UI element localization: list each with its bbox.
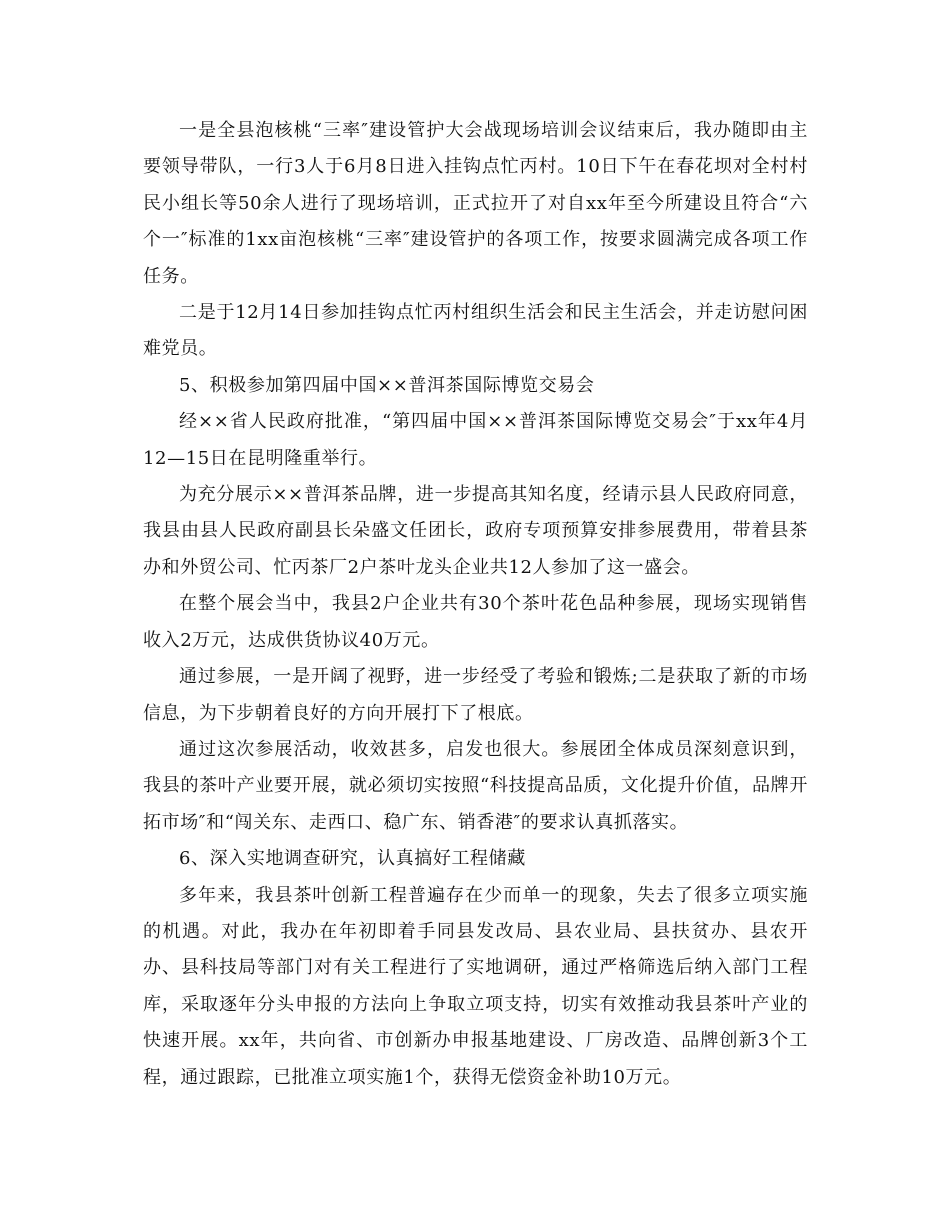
section-heading-projects: 6、深入实地调查研究，认真搞好工程储藏: [179, 848, 526, 870]
paragraph-project-reserve: 多年来，我县茶叶创新工程普遍存在少而单一的现象，失去了很多立项实施的机遇。对此，我办在年初即着手同县发改局、县农业局、县扶贫办、县农开办、县科技局等部门对有关工程进行了实地调研，通过严格筛选后纳入部门工程库，采取逐年分头申报的方法向上争取立项支持，切实有效推动我县茶叶产业的快速开展。xx年，共向省、市创新办申报基地建设、厂房改造、品牌创新3个工程，通过跟踪，已批准立项实施1个，获得无偿资金补助10万元。: [143, 884, 808, 1088]
document-body: [143, 113, 808, 1096]
paragraph-expo-approval: 经××省人民政府批准，“第四届中国××普洱茶国际博览交易会″于xx年4月12—15日在昆明隆重举行。: [143, 411, 808, 469]
paragraph-expo-lessons: 通过这次参展活动，收效甚多，启发也很大。参展团全体成员深刻意识到，我县的茶叶产业要开展，就必须切实按照“科技提高品质，文化提升价值，品牌开拓市场″和“闯关东、走西口、稳广东、销香港″的要求认真抓落实。: [143, 738, 808, 833]
section-heading-expo: 5、积极参加第四届中国××普洱茶国际博览交易会: [179, 374, 595, 396]
paragraph-expo-delegation: 为充分展示××普洱茶品牌，进一步提高其知名度，经请示县人民政府同意，我县由县人民政府副县长朵盛文任团长，政府专项预算安排参展费用，带着县茶办和外贸公司、忙丙茶厂2户茶叶龙头企业共12人参加了这一盛会。: [143, 484, 808, 578]
paragraph-expo-results: 在整个展会当中，我县2户企业共有30个茶叶花色品种参展，现场实现销售收入2万元，达成供货协议40万元。: [143, 593, 808, 651]
paragraph-party-meeting: 二是于12月14日参加挂钩点忙丙村组织生活会和民主生活会，并走访慰问困难党员。: [143, 302, 808, 360]
paragraph-expo-benefits: 通过参展，一是开阔了视野，进一步经受了考验和锻炼;二是获取了新的市场信息，为下步朝着良好的方向开展打下了根底。: [143, 666, 808, 724]
paragraph-walnut-training: 一是全县泡核桃“三率″建设管护大会战现场培训会议结束后，我办随即由主要领导带队，一行3人于6月8日进入挂钩点忙丙村。10日下午在春花坝对全村村民小组长等50余人进行了现场培训，正式拉开了对自xx年至今所建设且符合“六个一″标准的1xx亩泡核桃“三率″建设管护的各项工作，按要求圆满完成各项工作任务。: [143, 120, 808, 287]
